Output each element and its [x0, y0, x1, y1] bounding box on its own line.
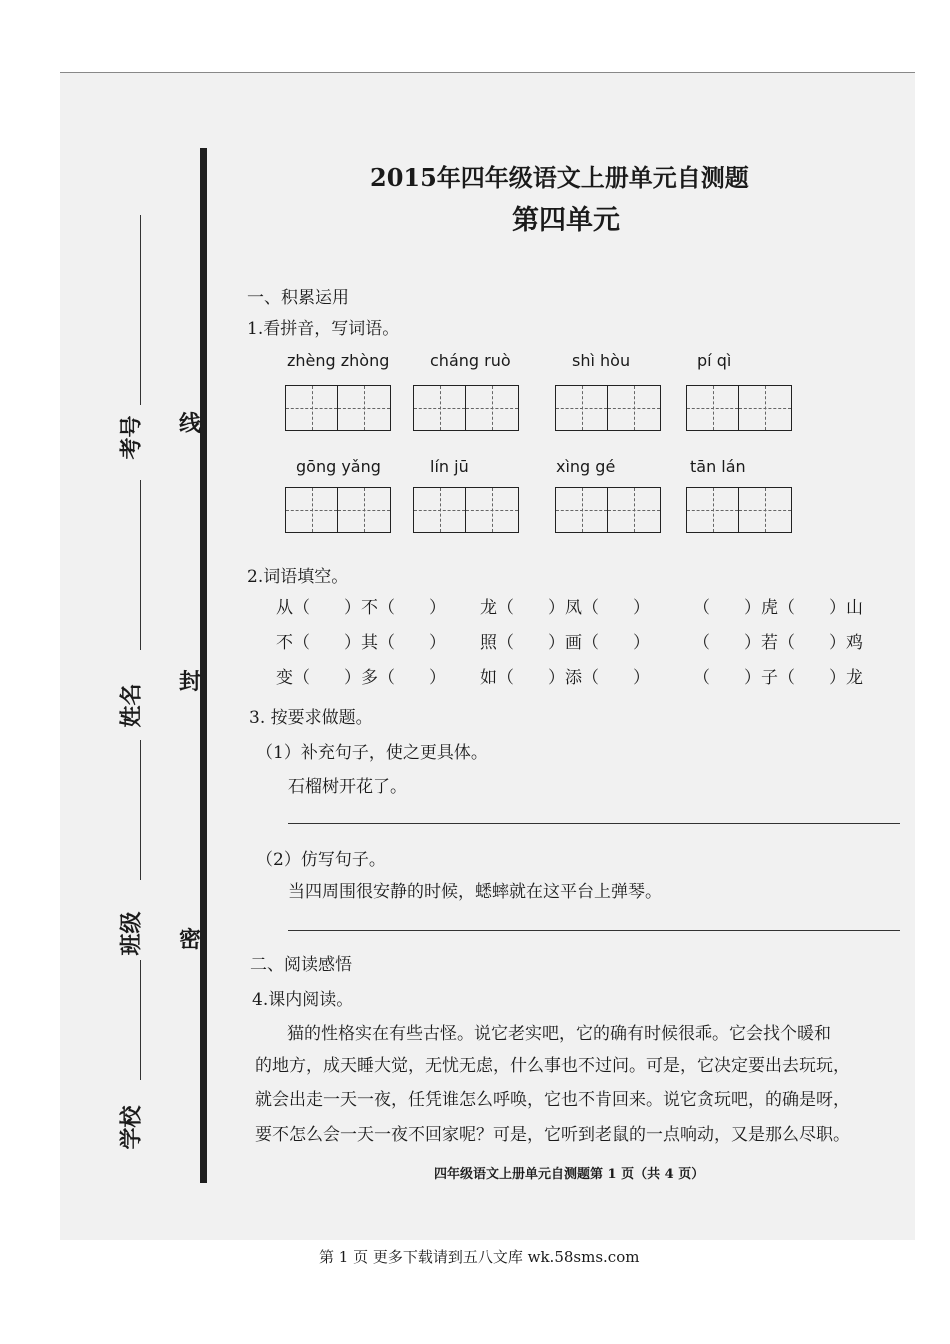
- fill-item[interactable]: （ ）虎（ ）山: [693, 598, 863, 618]
- exam-no-label: 考号: [118, 415, 145, 460]
- binding-label-mi: 密: [178, 927, 201, 953]
- binding-line: [200, 148, 207, 1183]
- q3-sub2: （2）仿写句子。: [256, 850, 386, 870]
- passage-line-2: 的地方，成天睡大觉，无忧无虑，什么事也不过问。可是，它决定要出去玩玩，: [255, 1056, 850, 1076]
- q3-sub1-sentence: 石榴树开花了。: [288, 777, 407, 797]
- fill-item[interactable]: 不（ ）其（ ）: [276, 633, 446, 653]
- pinyin-8: tān lán: [690, 457, 746, 476]
- fill-row-1: [276, 593, 866, 617]
- pinyin-4: pí qì: [697, 351, 732, 370]
- section2-heading: 二、阅读感悟: [250, 955, 352, 975]
- fill-item[interactable]: 如（ ）添（ ）: [480, 668, 650, 688]
- fill-row-2: [276, 628, 866, 652]
- pinyin-7: xìng gé: [556, 457, 616, 476]
- fill-item[interactable]: 从（ ）不（ ）: [276, 598, 446, 618]
- top-rule: [60, 72, 915, 73]
- writing-grid-4[interactable]: [686, 385, 792, 431]
- answer-line-2[interactable]: [288, 930, 900, 931]
- writing-grid-5[interactable]: [285, 487, 391, 533]
- unit-title: 第四单元: [512, 205, 620, 236]
- writing-grid-6[interactable]: [413, 487, 519, 533]
- passage-line-4: 要不怎么会一天一夜不回家呢？可是，它听到老鼠的一点响动，又是那么尽职。: [255, 1125, 850, 1145]
- writing-grid-2[interactable]: [413, 385, 519, 431]
- fill-row-3: [276, 663, 866, 687]
- page-title: 2015年四年级语文上册单元自测题: [370, 163, 749, 192]
- pinyin-2: cháng ruò: [430, 351, 511, 370]
- q3-sub1: （1）补充句子，使之更具体。: [256, 743, 488, 763]
- name-label: 姓名: [118, 683, 145, 728]
- name-line: [140, 480, 141, 650]
- fill-item[interactable]: （ ）若（ ）鸡: [693, 633, 863, 653]
- answer-line-1[interactable]: [288, 823, 900, 824]
- fill-item[interactable]: 照（ ）画（ ）: [480, 633, 650, 653]
- page-footer: 四年级语文上册单元自测题第 1 页（共 4 页）: [434, 1167, 705, 1182]
- passage-line-3: 就会出走一天一夜，任凭谁怎么呼唤，它也不肯回来。说它贪玩吧，的确是呀，: [255, 1090, 850, 1110]
- download-footer: 第 1 页 更多下载请到五八文库 wk.58sms.com: [319, 1248, 640, 1266]
- fill-item[interactable]: 变（ ）多（ ）: [276, 668, 446, 688]
- pinyin-5: gōng yǎng: [296, 457, 381, 476]
- pinyin-6: lín jū: [430, 457, 469, 476]
- section1-heading: 一、积累运用: [247, 288, 349, 308]
- fill-item[interactable]: （ ）子（ ）龙: [693, 668, 863, 688]
- q3-prompt: 3. 按要求做题。: [249, 708, 373, 728]
- class-label: 班级: [118, 911, 145, 956]
- q1-prompt: 1.看拼音，写词语。: [247, 319, 400, 339]
- school-label: 学校: [118, 1105, 145, 1150]
- q2-prompt: 2.词语填空。: [247, 567, 349, 587]
- writing-grid-1[interactable]: [285, 385, 391, 431]
- binding-label-feng: 封: [178, 669, 201, 695]
- q4-prompt: 4.课内阅读。: [252, 990, 354, 1010]
- school-line: [140, 960, 141, 1080]
- exam-no-line: [140, 215, 141, 405]
- pinyin-1: zhèng zhòng: [287, 351, 390, 370]
- writing-grid-3[interactable]: [555, 385, 661, 431]
- fill-item[interactable]: 龙（ ）凤（ ）: [480, 598, 650, 618]
- class-line: [140, 740, 141, 880]
- passage-line-1: 猫的性格实在有些古怪。说它老实吧，它的确有时候很乖。它会找个暖和: [287, 1024, 831, 1044]
- writing-grid-8[interactable]: [686, 487, 792, 533]
- pinyin-3: shì hòu: [572, 351, 631, 370]
- writing-grid-7[interactable]: [555, 487, 661, 533]
- q3-sub2-sentence: 当四周围很安静的时候，蟋蟀就在这平台上弹琴。: [288, 882, 662, 902]
- binding-label-xian: 线: [178, 411, 201, 437]
